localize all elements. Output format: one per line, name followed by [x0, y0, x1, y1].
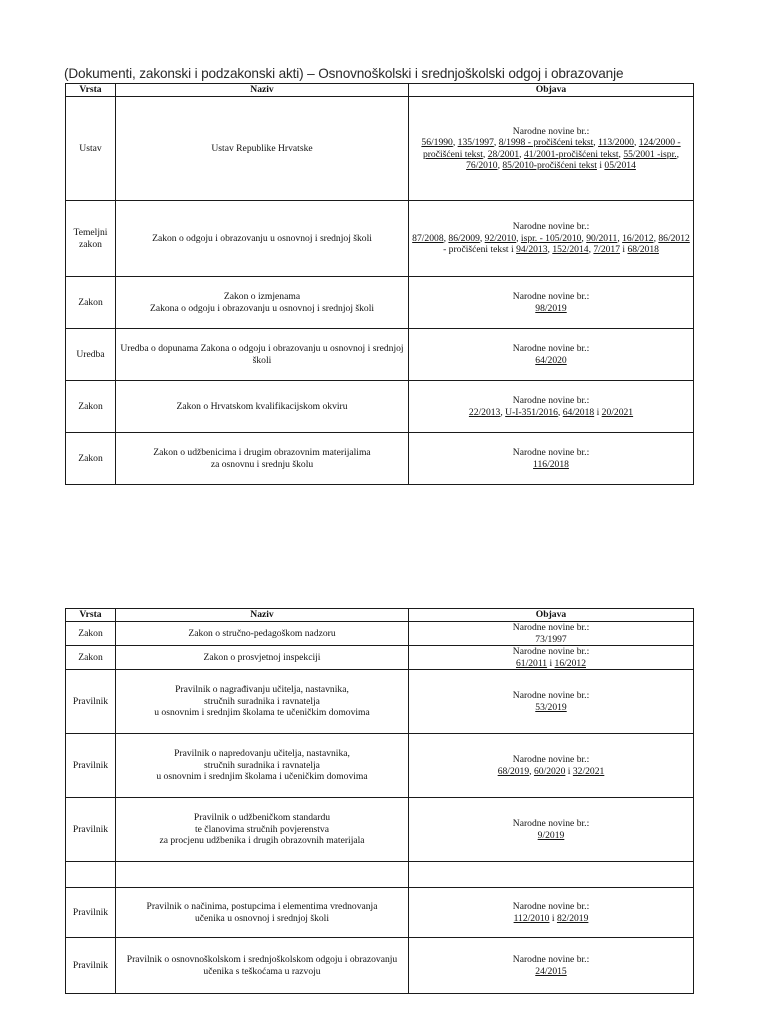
- naziv-line: Pravilnik o načinima, postupcima i elementima vrednovanja: [146, 901, 378, 912]
- cell-objava: [409, 670, 694, 734]
- gazette-issue-link[interactable]: 53/2019: [535, 701, 567, 713]
- gazette-label: Narodne novine br.:: [512, 646, 590, 657]
- naziv-line: Zakon o udžbenicima i drugim obrazovnim materijalima: [153, 447, 371, 458]
- gazette-issue-link[interactable]: 60/2020: [533, 765, 566, 777]
- naziv-line: Pravilnik o osnovnoškolskom i srednjoškolskom odgoju i obrazovanju: [126, 954, 398, 965]
- cell-objava: [409, 938, 694, 994]
- regulations-table-secondary: [65, 608, 694, 994]
- gazette-issue-link[interactable]: 05/2014: [604, 160, 636, 171]
- gazette-issue-link[interactable]: 76/2010: [466, 160, 498, 171]
- separator-text: i: [596, 160, 605, 171]
- naziv-line: Uredba o dopunama Zakona o odgoju i obrazovanju u osnovnoj i srednjoj školi: [120, 343, 404, 366]
- gazette-label: Narodne novine br.:: [512, 818, 590, 829]
- table-row: [66, 433, 694, 485]
- gazette-issue-link[interactable]: 22/2013: [468, 406, 501, 418]
- separator-text: ,: [588, 244, 594, 256]
- naziv-line: u osnovnim i srednjim školama i učeničkim domovima: [156, 771, 368, 783]
- gazette-label: Narodne novine br.:: [512, 622, 590, 633]
- regulations-table-secondary-body: [66, 622, 694, 994]
- gazette-issue-link[interactable]: 8/1998 - pročišćeni tekst: [498, 137, 594, 148]
- cell-objava: [409, 734, 694, 798]
- gazette-issue-link[interactable]: 86/2012: [658, 232, 690, 244]
- gazette-issue-link[interactable]: 24/2015: [535, 965, 567, 977]
- naziv-line: za osnovnu i srednju školu: [210, 458, 314, 470]
- table-header-row: [66, 84, 694, 97]
- table-row: [66, 329, 694, 381]
- cell-objava: [409, 622, 694, 646]
- naziv-line: učenika u osnovnoj i srednjoj školi: [194, 912, 330, 924]
- separator-text: ,: [493, 137, 499, 148]
- naziv-line: u osnovnim i srednjim školama te učeničkim domovima: [154, 707, 370, 719]
- gazette-issue-link[interactable]: 98/2019: [535, 302, 567, 314]
- gazette-issue-link[interactable]: 94/2013: [516, 244, 548, 256]
- gazette-label: Narodne novine br.:: [512, 125, 590, 137]
- page-title: (Dokumenti, zakonski i podzakonski akti) – Osnovnoškolski i srednjoškolski odgoj i obrazovanje: [64, 66, 624, 81]
- naziv-line: stručnih suradnika i ravnatelja: [204, 695, 320, 707]
- cell-naziv: [116, 646, 409, 670]
- cell-vrsta: Pravilnik: [66, 670, 116, 734]
- table-header-row: [66, 609, 694, 622]
- cell-vrsta: Uredba: [66, 329, 116, 381]
- separator-text: ,: [676, 148, 680, 160]
- cell-vrsta: Ustav: [66, 97, 116, 201]
- naziv-line: Pravilnik o nagrađivanju učitelja, nastavnika,: [175, 684, 349, 696]
- cell-objava: [409, 381, 694, 433]
- separator-text: ,: [633, 137, 639, 148]
- gazette-issue-link[interactable]: 85/2010-pročišćeni tekst: [502, 160, 597, 171]
- table-row: [66, 277, 694, 329]
- column-header-vrsta: Vrsta: [66, 609, 116, 622]
- cell-objava: [409, 277, 694, 329]
- table-row: [66, 734, 694, 798]
- gazette-issue-text: 73/1997: [535, 633, 567, 645]
- separator-text: ,: [482, 148, 488, 160]
- cell-naziv: [116, 798, 409, 862]
- table-row: [66, 381, 694, 433]
- naziv-line: učenika s teškoćama u razvoju: [203, 965, 321, 977]
- separator-text: ,: [452, 137, 458, 148]
- gazette-label: Narodne novine br.:: [512, 690, 590, 701]
- separator-text: ,: [497, 160, 503, 171]
- table-row: [66, 888, 694, 938]
- cell-naziv: [116, 201, 409, 277]
- gazette-issue-link[interactable]: 7/2017: [593, 244, 621, 256]
- gazette-issue-link[interactable]: 68/2018: [627, 244, 659, 256]
- gazette-issue-link[interactable]: 64/2020: [535, 354, 567, 366]
- separator-text: ,: [529, 765, 534, 777]
- gazette-issue-link[interactable]: 32/2021: [572, 765, 605, 777]
- cell-vrsta: Zakon: [66, 381, 116, 433]
- cell-naziv: [116, 734, 409, 798]
- cell-objava: [409, 646, 694, 670]
- gazette-label: Narodne novine br.:: [512, 447, 590, 458]
- separator-text: ,: [618, 148, 624, 160]
- cell-objava: [409, 329, 694, 381]
- cell-naziv: [116, 97, 409, 201]
- cell-objava: [409, 862, 694, 888]
- separator-text: ,: [593, 137, 599, 148]
- naziv-line: Pravilnik o napredovanju učitelja, nastavnika,: [174, 748, 350, 760]
- separator-text: - pročišćeni tekst i: [443, 244, 517, 256]
- separator-text: ,: [519, 148, 524, 160]
- gazette-label: Narodne novine br.:: [512, 291, 590, 302]
- table-row: [66, 798, 694, 862]
- table-row: [66, 938, 694, 994]
- table-row: [66, 862, 694, 888]
- naziv-line: Zakon o odgoju i obrazovanju u osnovnoj i srednjoj školi: [152, 232, 372, 244]
- separator-text: ,: [653, 232, 659, 244]
- cell-objava: [409, 433, 694, 485]
- separator-text: i: [565, 765, 573, 777]
- regulations-table-primary: [65, 83, 694, 485]
- gazette-label: Narodne novine br.:: [512, 395, 590, 406]
- gazette-issue-link[interactable]: 56/1990: [421, 137, 453, 148]
- gazette-issue-link[interactable]: 113/2000: [598, 137, 634, 148]
- cell-vrsta: Pravilnik: [66, 888, 116, 938]
- table-row: [66, 622, 694, 646]
- separator-text: ,: [581, 232, 587, 244]
- cell-naziv: [116, 862, 409, 888]
- gazette-issue-link[interactable]: 112/2010: [513, 912, 550, 924]
- separator-text: i: [549, 912, 557, 924]
- column-header-objava: Objava: [409, 609, 694, 622]
- separator-text: i: [594, 406, 602, 418]
- cell-vrsta: Zakon: [66, 646, 116, 670]
- cell-vrsta: [66, 862, 116, 888]
- cell-objava: [409, 201, 694, 277]
- regulations-table-primary-body: [66, 97, 694, 485]
- gazette-issue-link[interactable]: 16/2012: [622, 232, 654, 244]
- column-header-vrsta: Vrsta: [66, 84, 116, 97]
- gazette-issue-link[interactable]: 124/2000 - pročišćeni tekst: [422, 137, 681, 160]
- column-header-naziv: Naziv: [116, 609, 409, 622]
- naziv-line: za procjenu udžbenika i drugih obrazovnih materijala: [159, 835, 365, 847]
- cell-objava: [409, 888, 694, 938]
- gazette-label: Narodne novine br.:: [512, 754, 590, 765]
- naziv-line: Zakon o prosvjetnoj inspekciji: [203, 651, 321, 663]
- gazette-label: Narodne novine br.:: [512, 221, 590, 233]
- gazette-issue-link[interactable]: 64/2018: [562, 406, 595, 418]
- gazette-issue-link[interactable]: 68/2019: [497, 765, 530, 777]
- separator-text: ,: [443, 232, 449, 244]
- naziv-line: Ustav Republike Hrvatske: [211, 142, 313, 154]
- naziv-line: stručnih suradnika i ravnatelja: [204, 759, 320, 771]
- gazette-issue-link[interactable]: ispr. - 105/2010: [520, 232, 582, 244]
- separator-text: ,: [557, 406, 563, 418]
- separator-text: ,: [500, 406, 506, 418]
- cell-naziv: [116, 622, 409, 646]
- cell-naziv: [116, 329, 409, 381]
- gazette-issue-link[interactable]: 87/2008: [412, 232, 444, 244]
- cell-vrsta: Pravilnik: [66, 938, 116, 994]
- gazette-issue-link[interactable]: 152/2014: [552, 244, 589, 256]
- gazette-issue-link[interactable]: U-I-351/2016: [505, 406, 558, 418]
- table-row: [66, 646, 694, 670]
- table-row: [66, 97, 694, 201]
- naziv-line: te članovima stručnih povjerenstva: [194, 823, 329, 835]
- naziv-line: Zakon o Hrvatskom kvalifikacijskom okviru: [176, 400, 348, 412]
- cell-vrsta: Temeljni zakon: [66, 201, 116, 277]
- separator-text: ,: [516, 232, 521, 244]
- naziv-line: Zakon o stručno-pedagoškom nadzoru: [188, 627, 336, 639]
- gazette-issue-link[interactable]: 41/2001-pročišćeni tekst: [523, 148, 619, 160]
- gazette-issue-link[interactable]: 86/2009: [448, 232, 480, 244]
- naziv-line: Zakona o odgoju i obrazovanju u osnovnoj i srednjoj školi: [149, 302, 375, 314]
- cell-vrsta: Zakon: [66, 622, 116, 646]
- cell-objava: [409, 798, 694, 862]
- gazette-issue-link[interactable]: 61/2011: [515, 657, 548, 669]
- cell-vrsta: Pravilnik: [66, 734, 116, 798]
- cell-naziv: [116, 277, 409, 329]
- gazette-issue-link[interactable]: 28/2001: [487, 148, 520, 160]
- gazette-issue-link[interactable]: 90/2011: [586, 232, 618, 244]
- separator-text: i: [547, 657, 555, 669]
- gazette-issue-link[interactable]: 135/1997: [457, 137, 494, 148]
- cell-vrsta: Zakon: [66, 277, 116, 329]
- naziv-line: Zakon o izmjenama: [223, 291, 301, 302]
- cell-vrsta: Pravilnik: [66, 798, 116, 862]
- separator-text: ,: [547, 244, 553, 256]
- table-row: [66, 201, 694, 277]
- separator-text: ,: [617, 232, 623, 244]
- naziv-line: Pravilnik o udžbeničkom standardu: [193, 812, 331, 824]
- separator-text: i: [620, 244, 628, 256]
- gazette-label: Narodne novine br.:: [512, 901, 590, 912]
- gazette-issue-link[interactable]: 9/2019: [537, 829, 565, 841]
- gazette-label: Narodne novine br.:: [512, 954, 590, 965]
- cell-naziv: [116, 888, 409, 938]
- cell-objava: [409, 97, 694, 201]
- cell-naziv: [116, 938, 409, 994]
- column-header-objava: Objava: [409, 84, 694, 97]
- gazette-issue-link[interactable]: 16/2012: [554, 657, 586, 669]
- column-header-naziv: Naziv: [116, 84, 409, 97]
- gazette-issue-link[interactable]: 55/2001 -ispr.: [623, 148, 677, 160]
- gazette-issue-link[interactable]: 116/2018: [533, 458, 569, 470]
- gazette-issue-link[interactable]: 82/2019: [556, 912, 589, 924]
- cell-naziv: [116, 381, 409, 433]
- gazette-issue-link[interactable]: 92/2010: [484, 232, 517, 244]
- gazette-label: Narodne novine br.:: [512, 343, 590, 354]
- cell-vrsta: Zakon: [66, 433, 116, 485]
- cell-naziv: [116, 670, 409, 734]
- table-row: [66, 670, 694, 734]
- gazette-issue-link[interactable]: 20/2021: [601, 406, 634, 418]
- cell-naziv: [116, 433, 409, 485]
- separator-text: ,: [479, 232, 485, 244]
